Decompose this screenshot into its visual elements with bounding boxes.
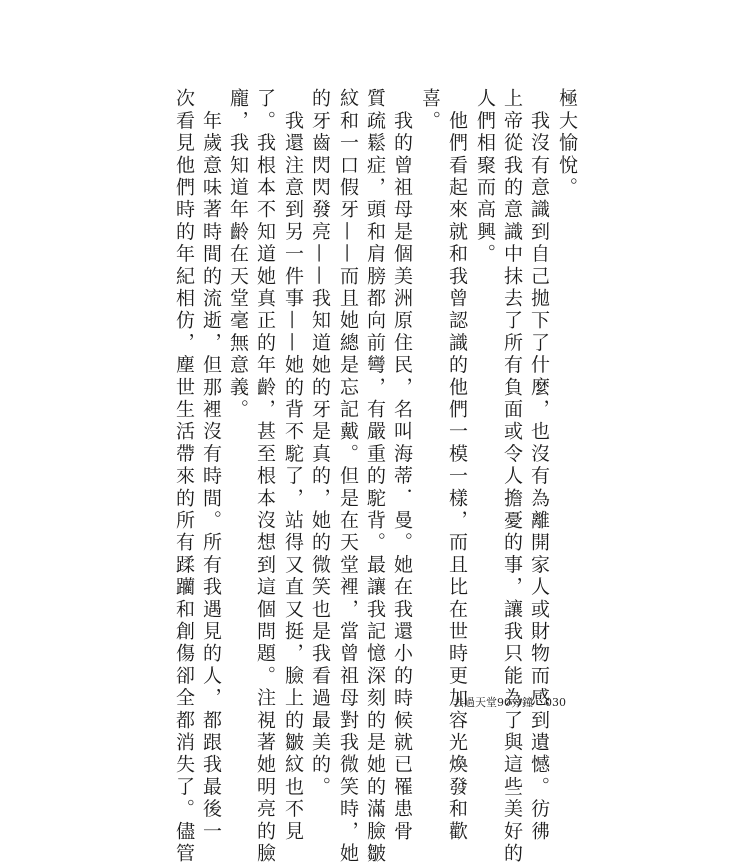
text-column: 的牙齒閃閃發亮——我知道她的牙是真的，她的微笑也是我看過最美的。 — [309, 88, 331, 799]
text-column: 我沒有意識到自己拋下了什麼，也沒有為離開家人或財物而感到遺憾。彷彿 — [528, 88, 550, 843]
text-column: 了。我根本不知道她真正的年齡，甚至根本沒想到這個問題。注視著她明亮的臉 — [254, 88, 276, 865]
text-column: 極大愉悅。 — [556, 88, 578, 199]
text-column: 上帝從我的意識中抹去了所有負面或令人擔憂的事，讓我只能為了與這些美好的 — [501, 88, 523, 865]
page-footer — [453, 694, 566, 710]
text-column: 龐，我知道年齡在天堂毫無意義。 — [227, 88, 249, 421]
text-column: 我的曾祖母是個美洲原住民，名叫海蒂．曼。她在我還小的時候就已罹患骨 — [391, 88, 413, 843]
text-column: 我還注意到另一件事——她的背不駝了，站得又直又挺，臉上的皺紋也不見 — [282, 88, 304, 843]
page-number: 030 — [545, 696, 566, 709]
text-column: 次看見他們時的年紀相仿，塵世生活帶來的所有蹂躪和創傷卻全都消失了。儘管 — [173, 88, 195, 865]
text-column: 紋和一口假牙——而且她總是忘記戴。但是在天堂裡，當曾祖母對我微笑時，她 — [337, 88, 359, 865]
text-column: 人們相聚而高興。 — [474, 88, 496, 266]
text-column: 喜。 — [419, 88, 441, 133]
book-title: 去過天堂90分鐘 — [453, 696, 533, 709]
text-column: 質疏鬆症，頭和肩膀都向前彎，有嚴重的駝背。最讓我記憶深刻的是她的滿臉皺 — [364, 88, 386, 865]
text-column: 他們看起來就和我曾認識的他們一模一樣，而且比在世時更加容光煥發和歡 — [446, 88, 468, 843]
text-column: 年歲意味著時間的流逝，但那裡沒有時間。所有我遇見的人，都跟我最後一 — [200, 88, 222, 843]
